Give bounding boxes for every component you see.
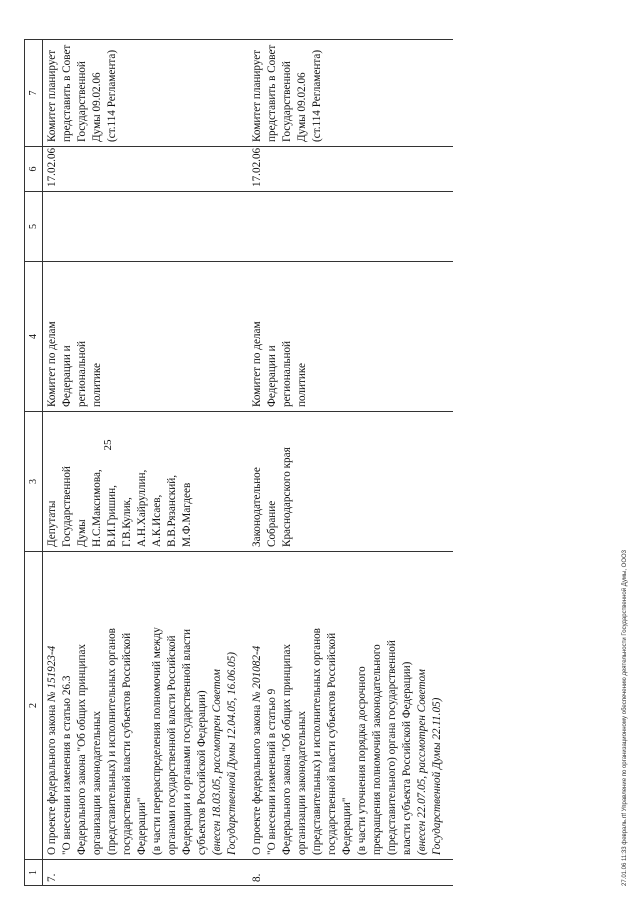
initiator-line: Краснодарского края — [281, 447, 293, 547]
column-header: 5 — [25, 192, 43, 262]
committee-cell — [43, 262, 249, 412]
bill-description-line: органами государственной власти Российской — [166, 635, 178, 855]
bill-note-line: Государственной Думы 22.11.05) — [431, 697, 443, 855]
column-header: 3 — [25, 412, 43, 552]
status-line: Комитет планирует — [251, 49, 263, 142]
date-value: 17.02.06 — [46, 147, 58, 187]
column-header: 7 — [25, 40, 43, 147]
bill-description-line: (представительных) и исполнительных органов — [311, 628, 323, 855]
bill-description-line: (представительного) органа государственной — [386, 640, 398, 855]
bill-description-line: (в части перераспределения полномочий между — [151, 627, 163, 855]
bill-title-text: О проекте федерального закона — [46, 701, 58, 855]
bill-description-line: субъектов Российской Федерации) — [196, 690, 208, 855]
column-5-cell — [248, 192, 453, 262]
date-cell — [43, 147, 249, 192]
column-header: 1 — [25, 860, 43, 886]
bill-description-line: "О внесении изменения в статью 26.3 — [61, 675, 73, 855]
bill-description-cell — [43, 552, 249, 860]
initiator-line: Государственной — [61, 466, 73, 547]
row-number-cell — [43, 860, 249, 886]
bill-description-line: Федерального закона "Об общих принципах — [76, 643, 88, 855]
bill-description-line: Федерального закона "Об общих принципах — [281, 643, 293, 855]
bill-note-line: Государственной Думы 12.04.05, 16.06.05) — [226, 652, 238, 855]
status-line: Думы 09.02.06 — [91, 72, 103, 142]
bill-title-text: О проекте федерального закона — [251, 701, 263, 855]
status-line: представить в Совет — [61, 44, 73, 142]
committee-line: Комитет по делам — [46, 321, 58, 407]
initiator-line: Законодательное — [251, 467, 263, 547]
column-header: 6 — [25, 147, 43, 192]
bill-number: № 151923-4 — [46, 645, 58, 702]
bill-title — [250, 556, 265, 855]
status-line: Государственной — [281, 61, 293, 142]
committee-line: Федерации и — [266, 345, 278, 407]
bill-description-line: (в части уточнения порядка досрочного — [356, 666, 368, 855]
status-cell — [248, 40, 453, 147]
row-number-cell — [248, 860, 453, 886]
bill-description-line: организации законодательных — [296, 711, 308, 855]
bill-description-line: прекращения полномочий законодательного — [371, 644, 383, 855]
bill-description-line: государственной власти субъектов Российской — [121, 632, 133, 855]
status-line: (ст.114 Регламента) — [311, 49, 323, 142]
committee-cell — [248, 262, 453, 412]
initiator-line: Собрание — [266, 500, 278, 547]
committee-line: региональной — [281, 340, 293, 407]
column-number-header — [25, 40, 43, 886]
initiator-line: Думы — [76, 519, 88, 547]
initiator-line: М.Ф.Магдеев — [181, 482, 193, 547]
bill-description-line: Федерации" — [136, 797, 148, 855]
bill-description-line: Федерации" — [341, 797, 353, 855]
initiator-line: Н.С.Максимова, — [91, 469, 103, 547]
bill-description-line: "О внесении изменений в статью 9 — [266, 688, 278, 855]
initiator-cell — [248, 412, 453, 552]
bill-description-cell — [248, 552, 453, 860]
bill-description-line: государственной власти субъектов Российской — [326, 632, 338, 855]
bill-note-line: (внесен 22.07.05, рассмотрен Советом — [416, 669, 428, 855]
initiator-line: Г.В.Кулик, — [121, 497, 133, 547]
bills-table — [24, 39, 453, 886]
row-number: 8. — [251, 873, 263, 882]
column-5-cell — [43, 192, 249, 262]
committee-line: политике — [296, 362, 308, 407]
status-line: Думы 09.02.06 — [296, 72, 308, 142]
bill-description-line: (представительных) и исполнительных органов — [106, 628, 118, 855]
committee-line: Федерации и — [61, 345, 73, 407]
initiator-line: А.Н.Хайруллин, — [136, 469, 148, 547]
committee-line: Комитет по делам — [251, 321, 263, 407]
bill-description-line: власти субъекта Российской Федерации) — [401, 661, 413, 855]
initiator-line: Депутаты — [46, 500, 58, 547]
status-line: Государственной — [76, 61, 88, 142]
bill-description-line: организации законодательных — [91, 711, 103, 855]
column-header: 4 — [25, 262, 43, 412]
page-number: 25 — [102, 439, 114, 451]
bill-note-line: (внесен 18.03.05, рассмотрен Советом — [211, 669, 223, 855]
print-footer: 27.01.06 11:33 февраль.rtf Управление по организационному обеспечению деятельности Государственной Думы, ООО3 — [622, 550, 628, 886]
status-line: (ст.114 Регламента) — [106, 49, 118, 142]
bill-number: № 201082-4 — [251, 645, 263, 702]
status-line: представить в Совет — [266, 44, 278, 142]
initiator-line: А.К.Исаев, — [151, 494, 163, 547]
date-cell — [248, 147, 453, 192]
date-value: 17.02.06 — [251, 147, 263, 187]
table-row — [43, 40, 249, 886]
bill-title — [45, 556, 60, 855]
committee-line: политике — [91, 362, 103, 407]
row-number: 7. — [46, 873, 58, 882]
initiator-line: В.И.Гришин, — [106, 485, 118, 547]
column-header: 2 — [25, 552, 43, 860]
status-line: Комитет планирует — [46, 49, 58, 142]
table-row — [248, 40, 453, 886]
committee-line: региональной — [76, 340, 88, 407]
initiator-line: В.В.Рязанский, — [166, 474, 178, 547]
initiator-cell — [43, 412, 249, 552]
status-cell — [43, 40, 249, 147]
bill-description-line: Федерации и органами государственной власти — [181, 628, 193, 855]
